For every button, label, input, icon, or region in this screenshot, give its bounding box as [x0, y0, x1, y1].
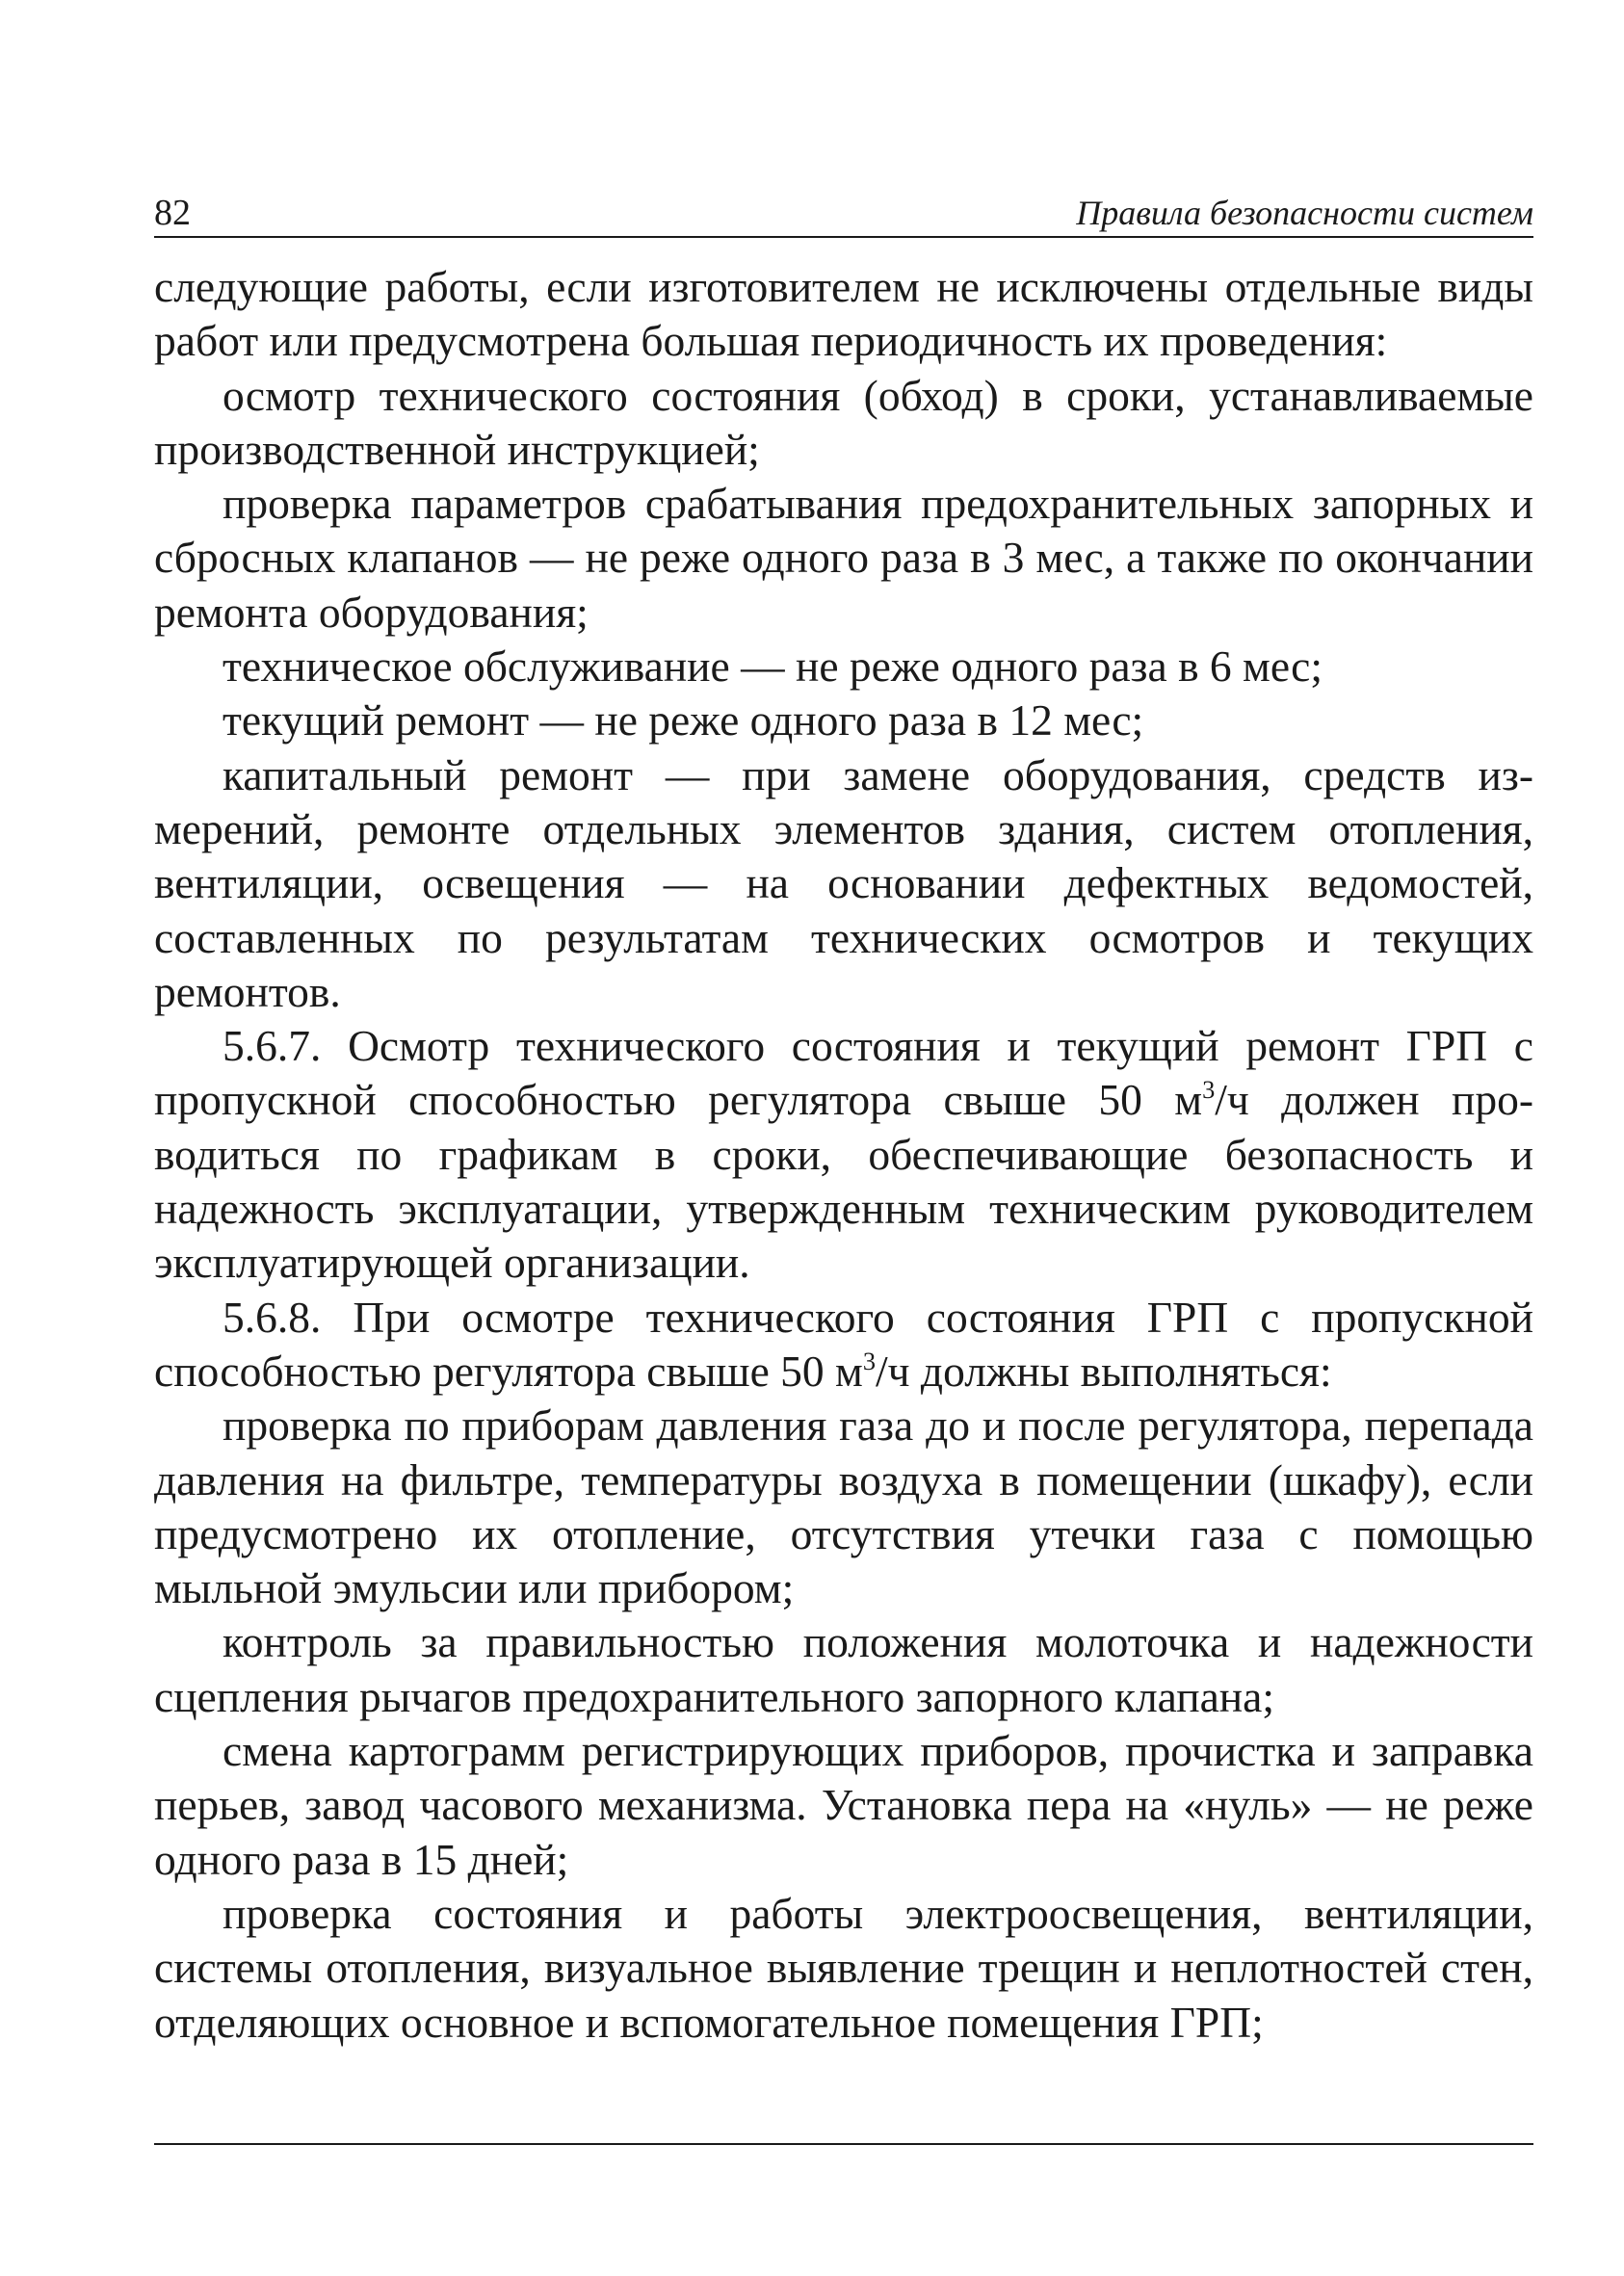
- body-text: [154, 260, 1533, 2050]
- list-item-maintenance: техническое обслуживание — не реже одного раза в 6 мес;: [223, 641, 1323, 692]
- superscript: 3: [862, 1346, 877, 1375]
- paragraph-continuation: следующие работы, если изготовителем не исключены отдельные виды работ или предусмотрена большая периодичность их проведения:: [154, 262, 1533, 366]
- list-item-valve-check: проверка параметров срабатывания предохранительных запорных и сбросных клапанов — не реже одного раза в 3 мес, а также по окончании ремонта оборудования;: [154, 479, 1533, 637]
- running-title: Правила безопасности систем: [1076, 194, 1533, 232]
- list-item-capital-repair: капитальный ремонт — при замене оборудования, средств измерений, ремонте отдельных элементов здания, систем отопления, вентиляции, освещения — на основании дефектных ведомостей, составленных по результатам технических осмотров и текущих ремонтов.: [154, 749, 1533, 1016]
- footer-rule: [154, 2143, 1533, 2145]
- clause-5-6-7: [154, 1019, 1533, 1290]
- list-item-inspection: осмотр технического состояния (обход) в сроки, устанавливаемые производственной инструкцией;: [154, 370, 1533, 474]
- clause-5-6-8-text-cont: /ч должны выполняться:: [876, 1346, 1332, 1396]
- clause-5-6-7-text-cont: /ч должен проводиться по графикам в сроки, обеспечивающие безопасность и надежность эксплуатации, утвержденным техническим руководителем эксплуатирующей организации.: [154, 1075, 1533, 1288]
- superscript: 3: [1202, 1075, 1216, 1105]
- list-item-chart-change: смена картограмм регистрирующих приборов, прочистка и заправка перьев, завод часового механизма. Установка пера на «нуль» — не реже одного раза в 15 дней;: [154, 1726, 1533, 1884]
- page-number: 82: [154, 193, 191, 233]
- clause-5-6-8-text: 5.6.8. При осмотре технического состояния ГРП с пропускной способностью регулятора свыше 50 м: [154, 1292, 1533, 1396]
- list-item-pressure-check: проверка по приборам давления газа до и после регулятора, перепада давления на фильтре, температуры воздуха в помещении (шкафу), если предусмотрено их отопление, отсутствия утечки газа с помощью мыльной эмульсии или прибором;: [154, 1400, 1533, 1613]
- clause-5-6-8: [154, 1291, 1533, 1400]
- clause-5-6-7-text: 5.6.7. Осмотр технического состояния и текущий ремонт ГРП с пропускной способностью регулятора свыше 50 м: [154, 1021, 1533, 1125]
- list-item-hammer-control: контроль за правильностью положения молоточка и надежности сцепления рычагов предохранительного запорного клапана;: [154, 1617, 1533, 1721]
- page-header: [154, 188, 1533, 238]
- list-item-building-check: проверка состояния и работы электроосвещения, вентиляции, системы отопления, визуальное выявление трещин и неплотностей стен, отделяющих основное и вспомогательное помещения ГРП;: [154, 1888, 1533, 2047]
- list-item-current-repair: текущий ремонт — не реже одного раза в 12 мес;: [223, 695, 1144, 746]
